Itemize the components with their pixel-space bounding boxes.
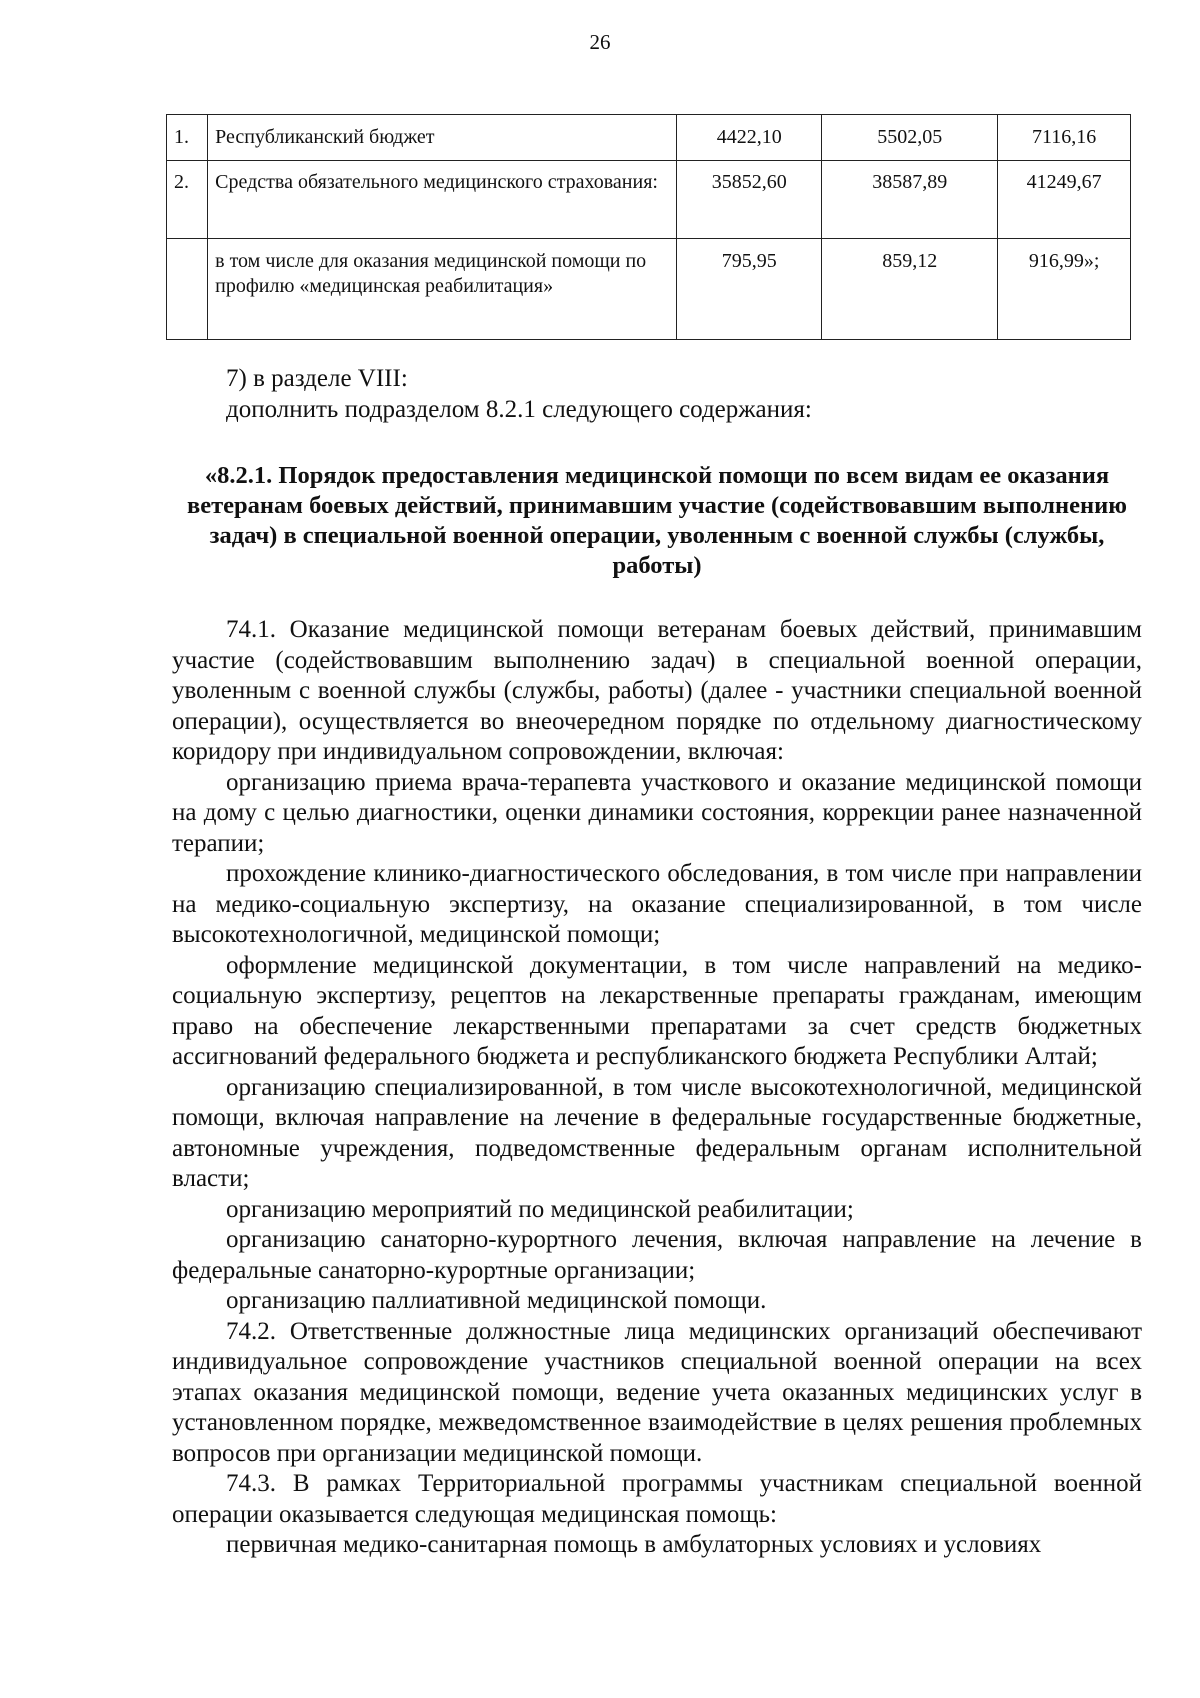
row-name: в том числе для оказания медицинской помощи по профилю «медицинская реабилитация» <box>208 239 677 340</box>
row-value-2: 5502,05 <box>822 115 998 161</box>
row-value-3: 41249,67 <box>998 161 1131 239</box>
row-value-2: 38587,89 <box>822 161 998 239</box>
document-body <box>172 364 1142 1561</box>
row-number: 2. <box>167 161 208 239</box>
paragraph: организацию специализированной, в том числе высокотехнологичной, медицинской помощи, включая направление на лечение в федеральные государственные бюджетные, автономные учреждения, подведомственные федеральным органам исполнительной власти; <box>172 1073 1142 1192</box>
page-number: 26 <box>589 30 611 54</box>
row-name: Республиканский бюджет <box>208 115 677 161</box>
row-value-1: 4422,10 <box>677 115 822 161</box>
row-name: Средства обязательного медицинского страхования: <box>208 161 677 239</box>
paragraph: 74.1. Оказание медицинской помощи ветеранам боевых действий, принимавшим участие (содействовавшим выполнению задач) в специальной военной операции, уволенным с военной службы (службы, работы) (далее - участники специальной военной операции), осуществляется во внеочередном порядке по отдельному диагностическому коридору при индивидуальном сопровождении, включая: <box>172 616 1142 765</box>
row-number: 1. <box>167 115 208 161</box>
section-title: «8.2.1. Порядок предоставления медицинской помощи по всем видам ее оказания ветеранам боевых действий, принимавшим участие (содействовавшим выполнению задач) в специальной военной операции, уволенным с военной службы (службы, работы) <box>187 462 1127 579</box>
row-value-2: 859,12 <box>822 239 998 340</box>
paragraph: первичная медико-санитарная помощь в амбулаторных условиях и условиях <box>226 1531 1042 1558</box>
table-row <box>167 115 1131 161</box>
paragraph: организацию паллиативной медицинской помощи. <box>226 1287 767 1314</box>
table-row <box>167 161 1131 239</box>
paragraph: прохождение клинико-диагностического обследования, в том числе при направлении на медико-социальную экспертизу, на оказание специализированной, в том числе высокотехнологичной, медицинской помощи; <box>172 860 1142 948</box>
intro-line: дополнить подразделом 8.2.1 следующего содержания: <box>226 395 812 423</box>
intro-line: 7) в разделе VIII: <box>226 365 408 392</box>
row-value-1: 795,95 <box>677 239 822 340</box>
budget-table <box>166 114 1131 340</box>
row-value-3: 916,99»; <box>998 239 1131 340</box>
paragraph: организацию приема врача-терапевта участкового и оказание медицинской помощи на дому с целью диагностики, оценки динамики состояния, коррекции ранее назначенной терапии; <box>172 768 1142 857</box>
row-number <box>167 239 208 340</box>
paragraph: организацию мероприятий по медицинской реабилитации; <box>226 1195 854 1223</box>
row-value-3: 7116,16 <box>998 115 1131 161</box>
paragraph: 74.3. В рамках Территориальной программы участникам специальной военной операции оказывается следующая медицинская помощь: <box>172 1470 1142 1528</box>
paragraph: организацию санаторно-курортного лечения, включая направление на лечение в федеральные санаторно-курортные организации; <box>172 1226 1142 1284</box>
row-value-1: 35852,60 <box>677 161 822 239</box>
paragraph: оформление медицинской документации, в том числе направлений на медико-социальную экспертизу, рецептов на лекарственные препараты гражданам, имеющим право на обеспечение лекарственными препаратами за счет средств бюджетных ассигнований федерального бюджета и республиканского бюджета Республики Алтай; <box>172 951 1142 1070</box>
paragraph: 74.2. Ответственные должностные лица медицинских организаций обеспечивают индивидуальное сопровождение участников специальной военной операции на всех этапах оказания медицинской помощи, ведение учета оказанных медицинских услуг в установленном порядке, межведомственное взаимодействие в целях решения проблемных вопросов при организации медицинской помощи. <box>172 1317 1142 1467</box>
table-row <box>167 239 1131 340</box>
